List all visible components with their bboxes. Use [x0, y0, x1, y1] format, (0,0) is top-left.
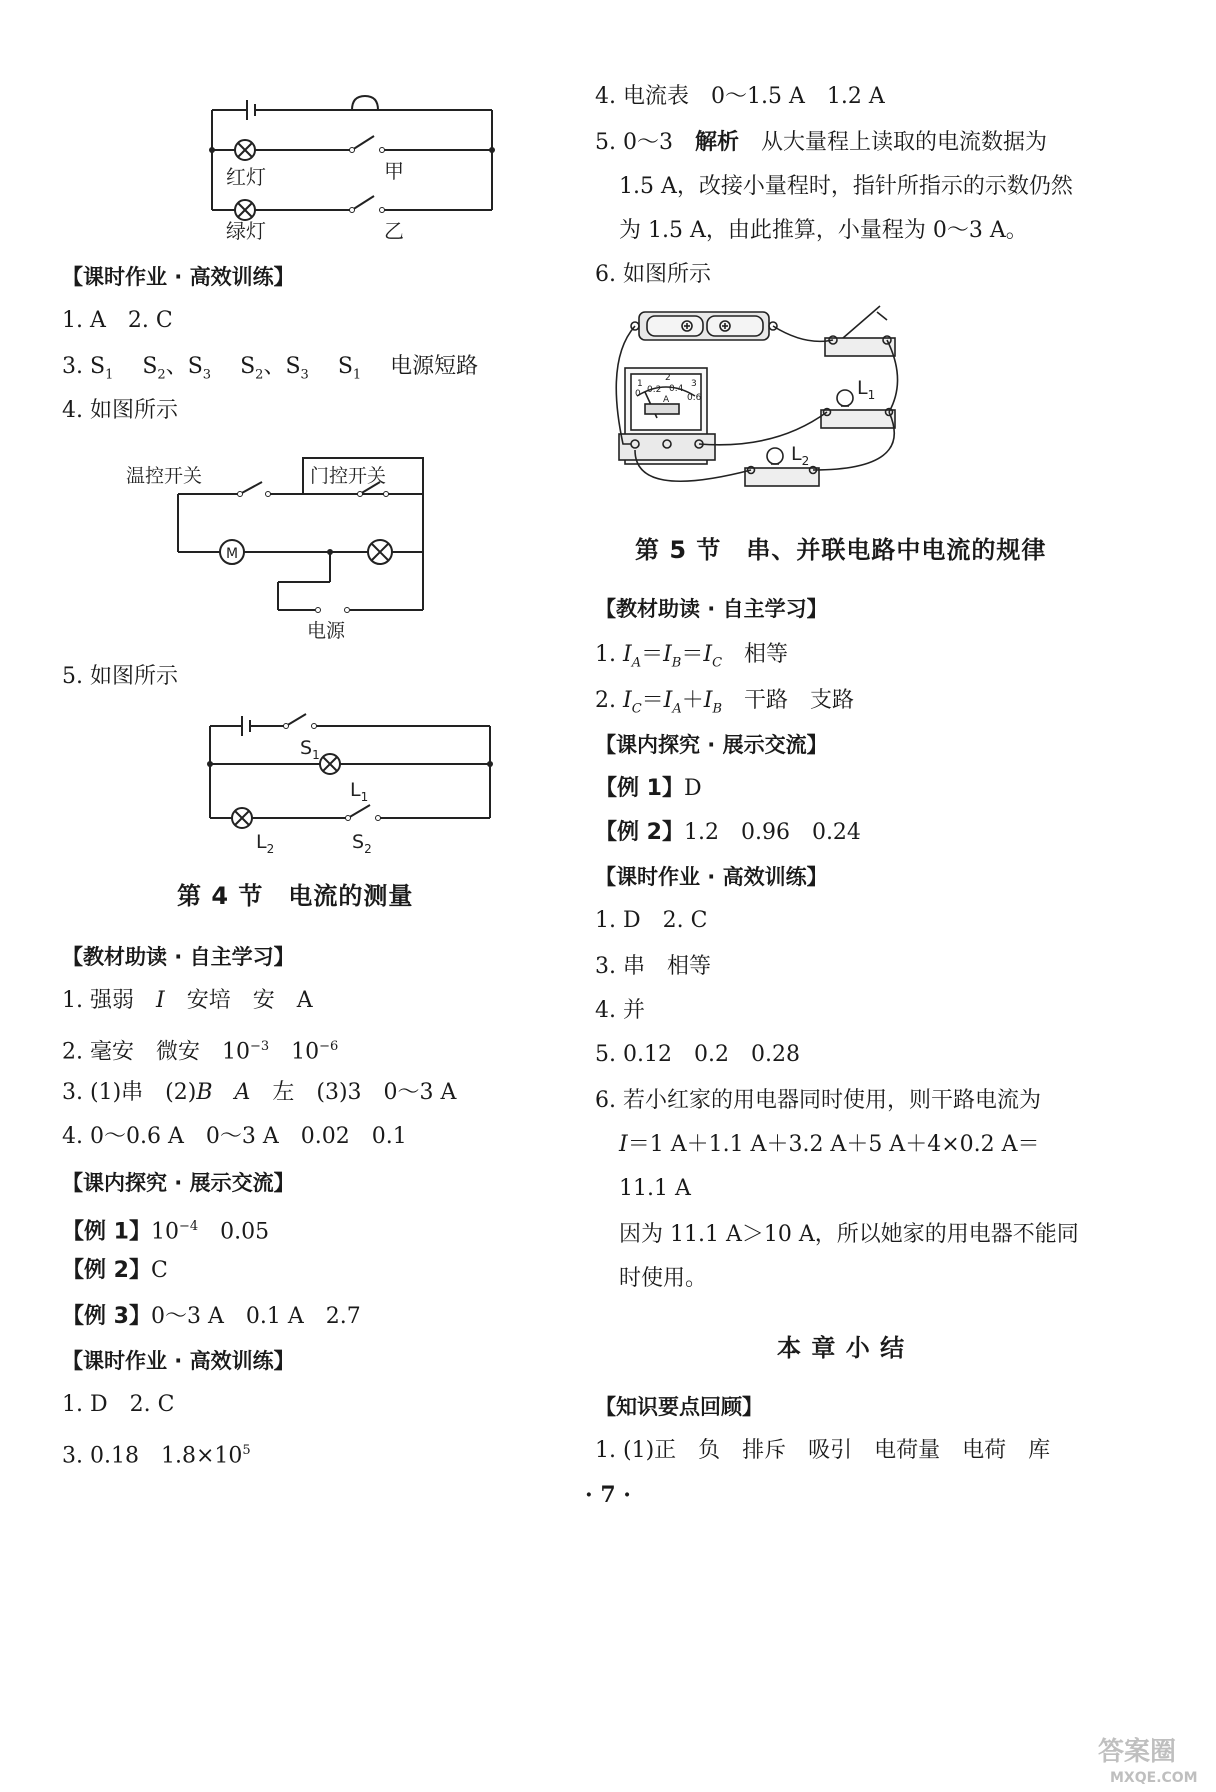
heading-knowledge-review: 【知识要点回顾】	[595, 1395, 763, 1419]
answer-line-r4: 4. 电流表 0～1.5 A 1.2 A	[595, 84, 885, 109]
answer-line-d4: 4. 并	[595, 998, 645, 1023]
answer-line-d1: 1. D 2. C	[595, 908, 708, 933]
heading-inclass: 【课内探究 · 展示交流】	[595, 733, 828, 757]
answer-line-r5: 5. 0～3 解析 从大量程上读取的电流数据为	[595, 130, 1048, 155]
answer-line-d3: 3. 串 相等	[595, 954, 711, 979]
example-2: 【例 2】C	[62, 1258, 168, 1283]
answer-line-r6: 6. 如图所示	[595, 262, 711, 287]
label-s1: $S_1$	[300, 737, 320, 762]
label-temp-switch: 温控开关	[126, 465, 203, 487]
page-number: · 7 ·	[585, 1482, 631, 1508]
heading-homework: 【课时作业 · 高效训练】	[595, 865, 828, 889]
answer-line: 5. 如图所示	[62, 664, 178, 689]
heading-inclass: 【课内探究 · 展示交流】	[62, 1171, 295, 1195]
svg-text:2: 2	[665, 373, 671, 383]
label-door-switch: 门控开关	[310, 465, 387, 487]
answer-line-a3: 3. (1)串 (2)B A 左 (3)3 0～3 A	[62, 1080, 457, 1105]
answer-line-c1: 1. $I_A=I_B=I_C$ 相等	[595, 642, 789, 671]
svg-text:答案圈: 答案圈	[1098, 1737, 1177, 1767]
circuit-figure-6	[595, 300, 1015, 510]
label-red-light: 红灯	[226, 165, 266, 189]
answer-line-b3: 3. 0.18 $1.8\times 10^5$	[62, 1443, 251, 1469]
svg-text:MXQE.COM: MXQE.COM	[1110, 1770, 1198, 1786]
heading-homework-2: 【课时作业 · 高效训练】	[62, 1349, 295, 1373]
circuit-figure-3	[202, 90, 502, 243]
section-title-5: 第 5 节 串、并联电路中电流的规律	[635, 536, 1047, 564]
example-3: 【例 3】0～3 A 0.1 A 2.7	[62, 1304, 361, 1329]
label-l2: $L_2$	[791, 443, 810, 468]
heading-textbook: 【教材助读 · 自主学习】	[595, 597, 828, 621]
circuit-figure-4	[126, 452, 430, 642]
answer-line-r5-cont: 为 1.5 A，由此推算，小量程为 0～3 A。	[619, 218, 1028, 243]
label-switch-yi: 乙	[384, 219, 404, 243]
example-1: 【例 1】$10^{-4}$ 0.05	[62, 1219, 270, 1245]
answer-line-d5: 5. 0.12 0.2 0.28	[595, 1042, 800, 1067]
answer-line-b1: 1. D 2. C	[62, 1392, 175, 1417]
label-green-light: 绿灯	[226, 219, 266, 243]
svg-text:1: 1	[637, 379, 643, 389]
label-l1: $L_1$	[350, 779, 369, 804]
label-switch-jia: 甲	[384, 159, 404, 183]
answer-line-r5-cont: 1.5 A，改接小量程时，指针所指示的示数仍然	[619, 174, 1073, 199]
heading-homework: 【课时作业 · 高效训练】	[62, 265, 295, 289]
answer-line-d6-conclusion-cont: 时使用。	[619, 1266, 708, 1291]
section-title-summary: 本 章 小 结	[777, 1334, 906, 1362]
answer-line-f1: 1. (1)正 负 排斥 吸引 电荷量 电荷 库	[595, 1438, 1051, 1463]
svg-text:A: A	[663, 395, 670, 405]
svg-text:0: 0	[635, 389, 641, 399]
example-2: 【例 2】1.2 0.96 0.24	[595, 820, 861, 845]
answer-line-d6-eq: I＝1 A＋1.1 A＋3.2 A＋5 A＋4×0.2 A＝	[619, 1132, 1040, 1157]
label-s2: $S_2$	[352, 831, 372, 856]
example-1: 【例 1】D	[595, 776, 702, 801]
heading-textbook: 【教材助读 · 自主学习】	[62, 945, 295, 969]
answer-line: 1. A 2. C	[62, 308, 173, 333]
section-title-4: 第 4 节 电流的测量	[177, 882, 414, 910]
answer-line-a2: 2. 毫安 微安 $10^{-3}$ $10^{-6}$	[62, 1039, 339, 1065]
svg-text:0.2: 0.2	[647, 385, 662, 395]
watermark-logo	[1090, 1728, 1210, 1788]
svg-text:0.4: 0.4	[669, 384, 684, 394]
answer-line-d6-result: 11.1 A	[619, 1176, 691, 1201]
label-l2: $L_2$	[256, 831, 275, 856]
svg-text:3: 3	[691, 379, 697, 389]
answer-line-a4: 4. 0～0.6 A 0～3 A 0.02 0.1	[62, 1124, 407, 1149]
answer-line-d6: 6. 若小红家的用电器同时使用，则干路电流为	[595, 1088, 1041, 1113]
answer-line-c2: 2. $I_C=I_A+I_B$ 干路 支路	[595, 688, 855, 717]
answer-line: 4. 如图所示	[62, 398, 178, 423]
svg-text:0.6: 0.6	[687, 393, 702, 403]
answer-line-d6-conclusion: 因为 11.1 A＞10 A，所以她家的用电器不能同	[619, 1222, 1079, 1247]
label-l1: $L_1$	[857, 377, 876, 402]
label-power: 电源	[307, 620, 346, 642]
circuit-figure-5	[200, 708, 500, 868]
motor-symbol: M	[226, 546, 239, 562]
answer-line-a1: 1. 强弱 I 安培 安 A	[62, 988, 313, 1013]
answer-line-3: 3. $S_1$ $S_2$、$S_3$ $S_2$、$S_3$ $S_1$ 电源短路	[62, 354, 479, 383]
